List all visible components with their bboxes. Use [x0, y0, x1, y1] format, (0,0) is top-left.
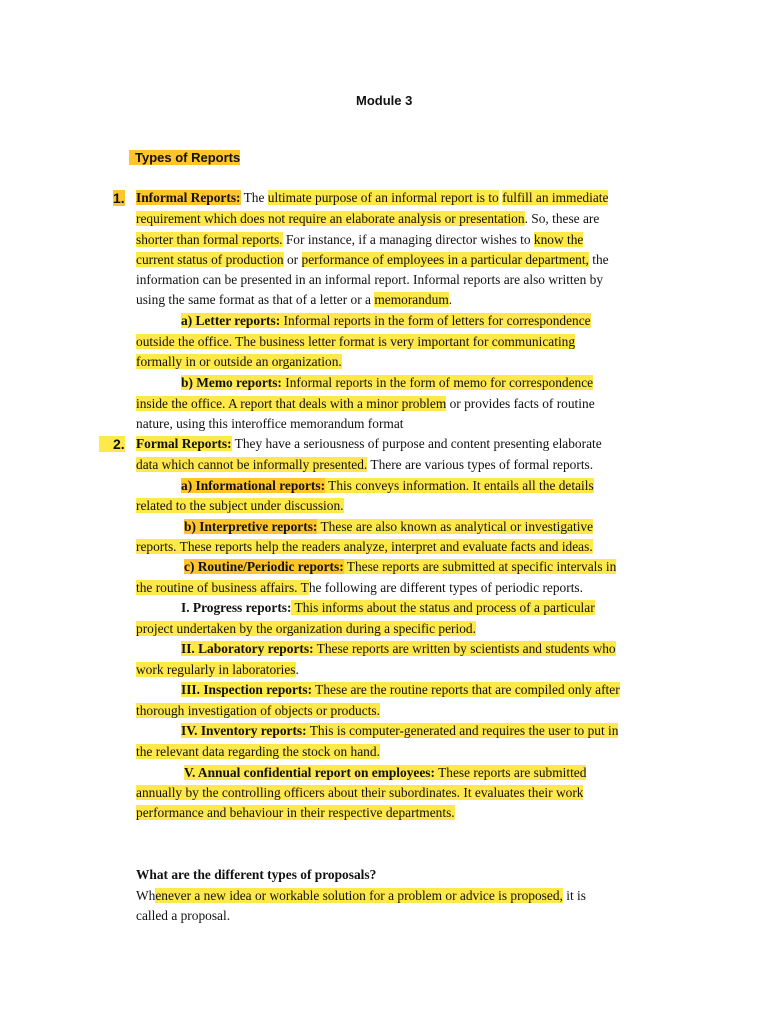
list-number-1: 1. — [113, 190, 125, 206]
inspection-line-2: thorough investigation of objects or products. — [136, 703, 380, 718]
letter-reports-line-3: formally in or outside an organization. — [136, 354, 342, 369]
formal-line-1: Formal Reports: They have a seriousness of purpose and content presenting elaborate — [136, 436, 602, 451]
informal-line-4: current status of production or performance of employees in a particular department, the — [136, 252, 609, 267]
proposals-line-2: called a proposal. — [136, 908, 231, 923]
informal-line-5: information can be presented in an informal report. Informal reports are also written by — [136, 272, 604, 287]
formal-line-2: data which cannot be informally presented. There are various types of formal reports. — [136, 457, 594, 472]
annual-line-3: performance and behaviour in their respective departments. — [136, 805, 455, 820]
proposals-line-1: Whenever a new idea or workable solution for a problem or advice is proposed, it is — [136, 888, 586, 903]
progress-line-1: I. Progress reports: This informs about the status and process of a particular — [181, 600, 595, 615]
progress-line-2: project undertaken by the organization during a specific period. — [136, 621, 476, 636]
interpretive-line-2: reports. These reports help the readers analyze, interpret and evaluate facts and ideas. — [136, 539, 593, 554]
informal-line-1: Informal Reports: The ultimate purpose of an informal report is to fulfill an immediate — [136, 190, 609, 205]
informal-line-6: using the same format as that of a letter or a memorandum. — [136, 292, 453, 307]
interpretive-line-1: b) Interpretive reports: These are also known as analytical or investigative — [184, 519, 594, 534]
inventory-line-1: IV. Inventory reports: This is computer-generated and requires the user to put in — [181, 723, 619, 738]
informational-line-1: a) Informational reports: This conveys information. It entails all the details — [181, 478, 594, 493]
section-heading: Types of Reports — [129, 148, 240, 168]
informal-line-2: requirement which does not require an elaborate analysis or presentation. So, these are — [136, 211, 600, 226]
letter-reports-line-2: outside the office. The business letter format is very important for communicating — [136, 334, 576, 349]
letter-reports-line-1: a) Letter reports: Informal reports in the form of letters for correspondence — [181, 313, 591, 328]
memo-reports-line-3: nature, using this interoffice memorandum format — [136, 416, 404, 431]
laboratory-line-2: work regularly in laboratories. — [136, 662, 299, 677]
inspection-line-1: III. Inspection reports: These are the routine reports that are compiled only after — [181, 682, 620, 697]
memo-reports-line-1: b) Memo reports: Informal reports in the form of memo for correspondence — [181, 375, 594, 390]
list-number-2: 2. — [99, 434, 125, 454]
annual-line-2: annually by the controlling officers about their subordinates. It evaluates their work — [136, 785, 584, 800]
laboratory-line-1: II. Laboratory reports: These reports are written by scientists and students who — [181, 641, 616, 656]
routine-line-1: c) Routine/Periodic reports: These reports are submitted at specific intervals in — [184, 559, 617, 574]
annual-line-1: V. Annual confidential report on employees: These reports are submitted — [184, 765, 587, 780]
page-title: Module 3 — [356, 93, 413, 108]
proposals-question: What are the different types of proposals? — [136, 867, 377, 882]
routine-line-2: the routine of business affairs. The following are different types of periodic reports. — [136, 580, 583, 595]
memo-reports-line-2: inside the office. A report that deals with a minor problem or provides facts of routine — [136, 396, 595, 411]
informal-line-3: shorter than formal reports. For instance, if a managing director wishes to know the — [136, 232, 584, 247]
inventory-line-2: the relevant data regarding the stock on hand. — [136, 744, 380, 759]
informational-line-2: related to the subject under discussion. — [136, 498, 344, 513]
